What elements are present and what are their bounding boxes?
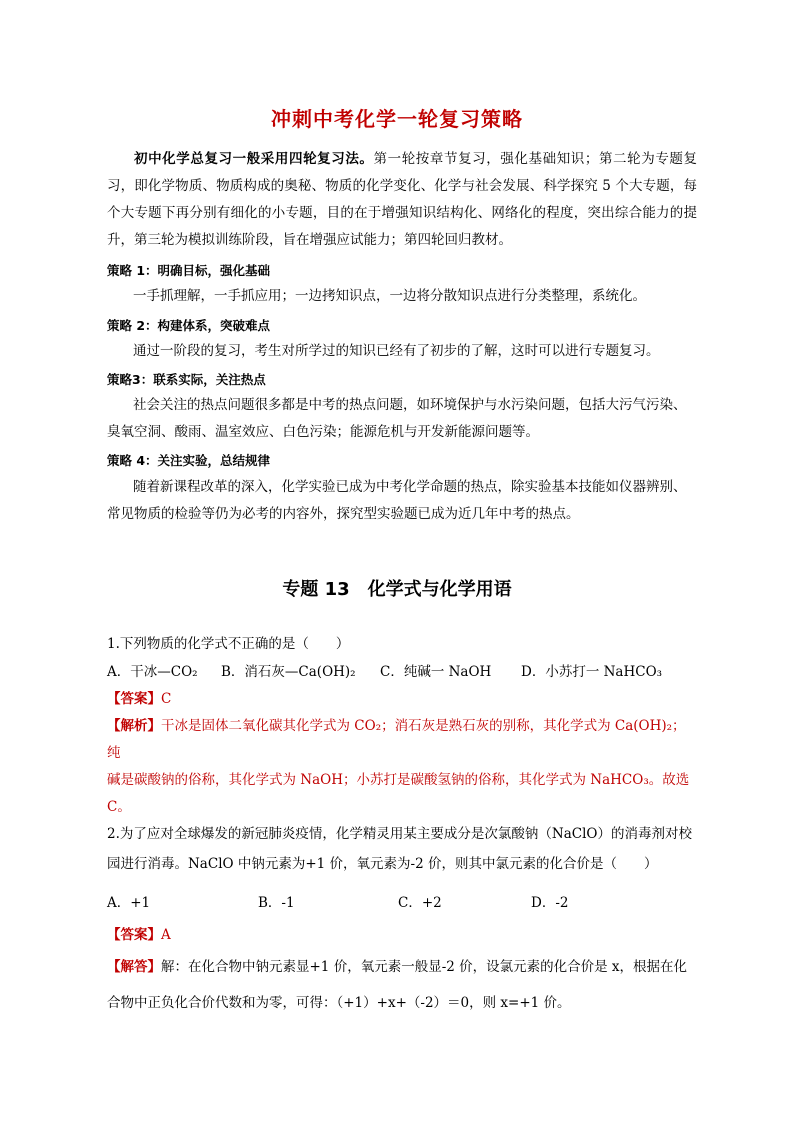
intro-paragraph [107, 146, 697, 254]
question-1-analysis-line-3: 碱是碳酸钠的俗称，其化学式为 NaOH；小苏打是碳酸氢钠的俗称，其化学式为 NaHCO₃。故选 [107, 772, 690, 788]
answer-value: A [161, 927, 171, 943]
strategy-1-text: 一手抓理解，一手抓应用；一边拷知识点，一边将分散知识点进行分类整理，系统化。 [133, 288, 646, 304]
analysis-text: 解：在化合物中钠元素显+1 价，氧元素一般显-2 价，设氯元素的化合价是 x，根据在化 [161, 959, 688, 975]
question-1-option-d: D．小苏打一 NaHCO₃ [521, 664, 663, 680]
strategy-4-heading: 策略 4：关注实验，总结规律 [107, 453, 271, 468]
question-1-analysis-line-2: 纯 [107, 745, 121, 761]
question-2-option-c: C．+2 [398, 895, 442, 911]
question-1-analysis-line-1 [107, 714, 686, 734]
question-1-option-b: B．消石灰—Ca(OH)₂ [221, 664, 356, 680]
question-1-analysis-line-4: C。 [107, 799, 131, 815]
strategy-3-heading: 策略3：联系实际，关注热点 [107, 372, 266, 387]
analysis-text: 干冰是固体二氧化碳其化学式为 CO₂；消石灰是熟石灰的别称，其化学式为 Ca(OH)₂； [161, 718, 686, 734]
question-2-answer [107, 923, 171, 943]
strategy-4-text-line-1: 随着新课程改革的深入，化学实验已成为中考化学命题的热点，除实验基本技能如仪器辨别、 [133, 479, 687, 495]
page-title: 冲刺中考化学一轮复习策略 [271, 107, 523, 131]
question-2-option-a: A．+1 [107, 895, 151, 911]
topic-title: 专题 13 化学式与化学用语 [282, 579, 512, 600]
question-1-option-a: A．干冰—CO₂ [107, 664, 198, 680]
analysis-label: 【解答】 [107, 959, 161, 975]
answer-value: C [161, 691, 172, 707]
question-2-option-d: D．-2 [531, 895, 569, 911]
strategy-2-text: 通过一阶段的复习，考生对所学过的知识已经有了初步的了解，这时可以进行专题复习。 [133, 343, 660, 359]
question-2-option-b: B．-1 [258, 895, 295, 911]
question-2-stem-line-1: 2.为了应对全球爆发的新冠肺炎疫情，化学精灵用某主要成分是次氯酸钠（NaClO）的消毒剂对校 [107, 826, 692, 842]
strategy-3-text-line-2: 臭氧空洞、酸雨、温室效应、白色污染；能源危机与开发新能源问题等。 [107, 424, 539, 440]
intro-lead: 初中化学总复习一般采用四轮复习法。 [134, 151, 374, 167]
strategy-3-text-line-1: 社会关注的热点问题很多都是中考的热点问题，如环境保护与水污染问题，包括大污气污染、 [133, 397, 687, 413]
intro-rest: 第一轮按章节复习，强化基础知识；第二轮为专题复习，即化学物质、物质构成的奥秘、物质的化学变化、化学与社会发展、科学探究 5 个大专题，每个大专题下再分别有细化的小专题，目的在于增强知识结构化、网络化的程度，突出综合能力的提升，第三轮为模拟训练阶段，旨在增强应试能力；第四轮回归教材。 [107, 151, 698, 248]
answer-label: 【答案】 [107, 691, 161, 707]
question-2-analysis-line-2: 合物中正负化合价代数和为零，可得：（+1）+x+（-2）＝0，则 x=+1 价。 [107, 995, 571, 1011]
analysis-label: 【解析】 [107, 718, 161, 734]
strategy-1-heading: 策略 1：明确目标，强化基础 [107, 263, 271, 278]
strategy-4-text-line-2: 常见物质的检验等仍为必考的内容外，探究型实验题已成为近几年中考的热点。 [107, 506, 580, 522]
strategy-2-heading: 策略 2：构建体系，突破难点 [107, 318, 271, 333]
answer-label: 【答案】 [107, 927, 161, 943]
question-1-stem: 1.下列物质的化学式不正确的是（ ） [107, 636, 350, 652]
question-2-analysis-line-1 [107, 955, 687, 975]
question-2-stem-line-2: 园进行消毒。NaClO 中钠元素为+1 价，氧元素为-2 价，则其中氯元素的化合价是（ ） [107, 856, 658, 872]
question-1-option-c: C．纯碱一 NaOH [380, 664, 492, 680]
question-1-answer [107, 687, 171, 707]
